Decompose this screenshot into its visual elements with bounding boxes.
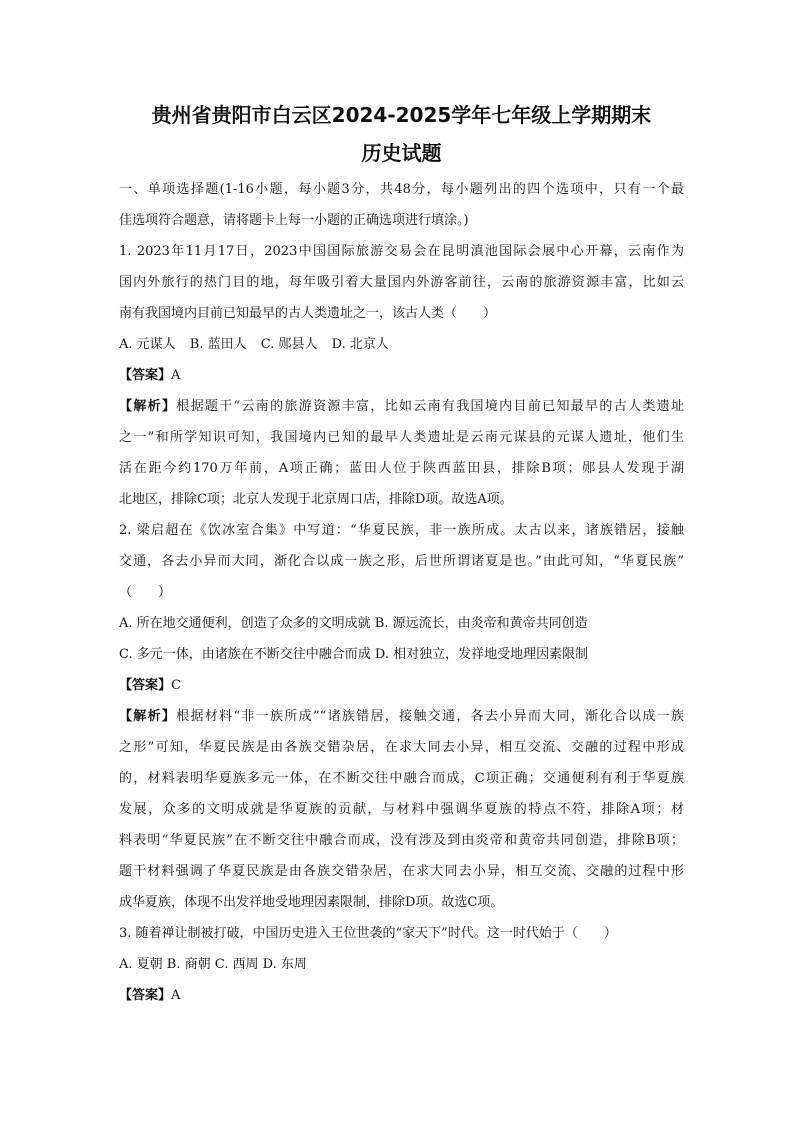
q2-analysis-text-1: 根据材料“非一族所成”“诸族错居，接触交通，各去小异而大同，渐化合以成一族 — [176, 709, 684, 724]
q1-analysis-line-1 — [119, 391, 684, 422]
q2-answer-value: C — [171, 678, 181, 693]
document-subtitle: 历史试题 — [361, 141, 442, 165]
q2-analysis-line-1 — [119, 701, 684, 732]
q1-answer-value: A — [171, 368, 181, 383]
q2-analysis-line-6: 题干材料强调了华夏民族是由各族交错杂居，在求大同去小异，相互交流、交融的过程中形 — [119, 864, 684, 879]
q2-analysis-label: 【解析】 — [119, 709, 177, 724]
instructions-line-2: 佳选项符合题意，请将题卡上每一小题的正确选项进行填涂。) — [119, 213, 469, 228]
q1-option-b: B. 蓝田人 — [189, 337, 247, 352]
document-title: 贵州省贵阳市白云区2024-2025学年七年级上学期期末 — [151, 103, 652, 127]
q2-stem-line-1: 2. 梁启超在《饮冰室合集》中写道：“华夏民族，非一族所成。太古以来，诸族错居，接触 — [119, 523, 684, 538]
q1-analysis-line-2: 之一”和所学知识可知，我国境内已知的最早人类遗址是云南元谋县的元谋人遗址，他们生 — [119, 430, 684, 445]
q2-options-line-1: A. 所在地交通便利，创造了众多的文明成就 B. 源远流长，由炎帝和黄帝共同创造 — [119, 616, 588, 631]
q2-analysis-line-5: 料表明“华夏民族”在不断交往中融合而成，没有涉及到由炎帝和黄帝共同创造，排除B项； — [119, 833, 684, 848]
q1-analysis-text-1: 根据题干“云南的旅游资源丰富，比如云南有我国境内目前已知最早的古人类遗址 — [176, 399, 684, 414]
q1-answer-label: 【答案】 — [119, 368, 172, 383]
q1-analysis-label: 【解析】 — [119, 399, 177, 414]
q1-analysis-line-3: 活在距今约170万年前，A项正确；蓝田人位于陕西蓝田县，排除B项；郧县人发现于湖 — [119, 461, 684, 476]
q2-analysis-line-4: 发展，众多的文明成就是华夏族的贡献，与材料中强调华夏族的特点不符，排除A项；材 — [119, 802, 684, 817]
q3-answer-value: A — [171, 988, 181, 1003]
q2-stem-line-3: （ ） — [119, 585, 172, 600]
q1-stem-line-2: 国内外旅行的热门目的地，每年吸引着大量国内外游客前往，云南的旅游资源丰富，比如云 — [119, 275, 684, 290]
q2-answer — [119, 670, 684, 701]
q2-options-line-2: C. 多元一体，由诸族在不断交往中融合而成 D. 相对独立，发祥地受地理因素限制 — [119, 647, 589, 662]
q1-options — [119, 329, 684, 360]
q1-stem-line-1: 1. 2023年11月17日，2023中国国际旅游交易会在昆明滇池国际会展中心开幕，云南作为 — [119, 244, 684, 259]
q1-stem-line-3: 南有我国境内目前已知最早的古人类遗址之一，该古人类（ ） — [119, 306, 497, 321]
q3-answer — [119, 980, 684, 1011]
q2-analysis-line-3: 的，材料表明华夏族多元一体，在不断交往中融合而成，C项正确；交通便利有利于华夏族 — [119, 771, 684, 786]
q2-stem-line-2: 交通，各去小异而大同，渐化合以成一族之形，后世所谓诸夏是也。”由此可知，“华夏民族” — [119, 554, 684, 569]
q3-options: A. 夏朝 B. 商朝 C. 西周 D. 东周 — [119, 957, 307, 972]
q1-option-a: A. 元谋人 — [119, 337, 176, 352]
q2-analysis-line-7: 成华夏族，体现不出发祥地受地理因素限制，排除D项。故选C项。 — [119, 895, 504, 910]
document-page — [119, 100, 684, 1011]
q3-answer-label: 【答案】 — [119, 988, 172, 1003]
q2-answer-label: 【答案】 — [119, 678, 172, 693]
q1-analysis-line-4: 北地区，排除C项；北京人发现于北京周口店，排除D项。故选A项。 — [119, 492, 513, 507]
q1-option-c: C. 郧县人 — [260, 337, 318, 352]
q2-analysis-line-2: 之形”可知，华夏民族是由各族交错杂居，在求大同去小异，相互交流、交融的过程中形成 — [119, 740, 684, 755]
q1-answer — [119, 360, 684, 391]
q1-option-d: D. 北京人 — [331, 337, 389, 352]
q3-stem: 3. 随着禅让制被打破，中国历史进入王位世袭的“家天下”时代。这一时代始于（ ） — [119, 926, 617, 941]
instructions-line-1: 一、单项选择题(1-16小题，每小题3分，共48分，每小题列出的四个选项中，只有一个最 — [119, 182, 684, 197]
